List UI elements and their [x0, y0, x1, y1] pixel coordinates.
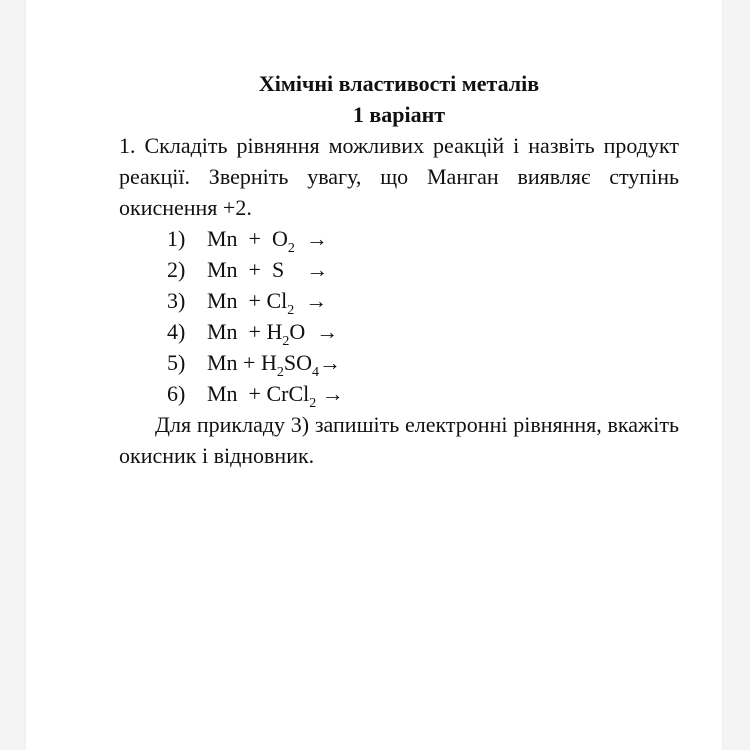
- document-subtitle: 1 варіант: [352, 102, 446, 127]
- reaction-item: [119, 378, 679, 409]
- reaction-equation: $Mn + O_2$ →: [207, 226, 328, 256]
- reaction-number: 5): [167, 350, 186, 375]
- reaction-number: 4): [167, 319, 186, 344]
- reaction-item: [119, 223, 679, 254]
- reaction-equation: $Mn + Cl_2$ →: [207, 288, 328, 318]
- reaction-equation: $Mn + H_2O$ →: [207, 319, 339, 349]
- reaction-equation: Mn + CrCl$_2$ →: [207, 381, 344, 411]
- reaction-item: [119, 347, 679, 378]
- task-text: 1. Складіть рівняння можливих реакцій і назвіть продукт реакції. Зверніть увагу, що Манган виявляє ступінь окиснення +2.: [119, 133, 679, 220]
- reaction-number: 6): [167, 381, 186, 406]
- note-text: Для прикладу 3) запишіть електронні рівняння, вкажіть окисник і відновник.: [119, 412, 679, 468]
- reaction-equation: $Mn + H_2SO_4\to$: [207, 350, 341, 380]
- reaction-item: [119, 316, 679, 347]
- reaction-item: [119, 285, 679, 316]
- reaction-number: 3): [167, 288, 186, 313]
- reaction-equation: Mn + S →: [207, 257, 329, 282]
- document-title: Хімічні властивості металів: [258, 71, 540, 96]
- reaction-item: [119, 254, 679, 285]
- reaction-number: 2): [167, 257, 186, 282]
- reaction-list: [119, 223, 679, 409]
- reaction-number: 1): [167, 226, 186, 251]
- document-content: [119, 68, 679, 471]
- document-page: [26, 0, 722, 750]
